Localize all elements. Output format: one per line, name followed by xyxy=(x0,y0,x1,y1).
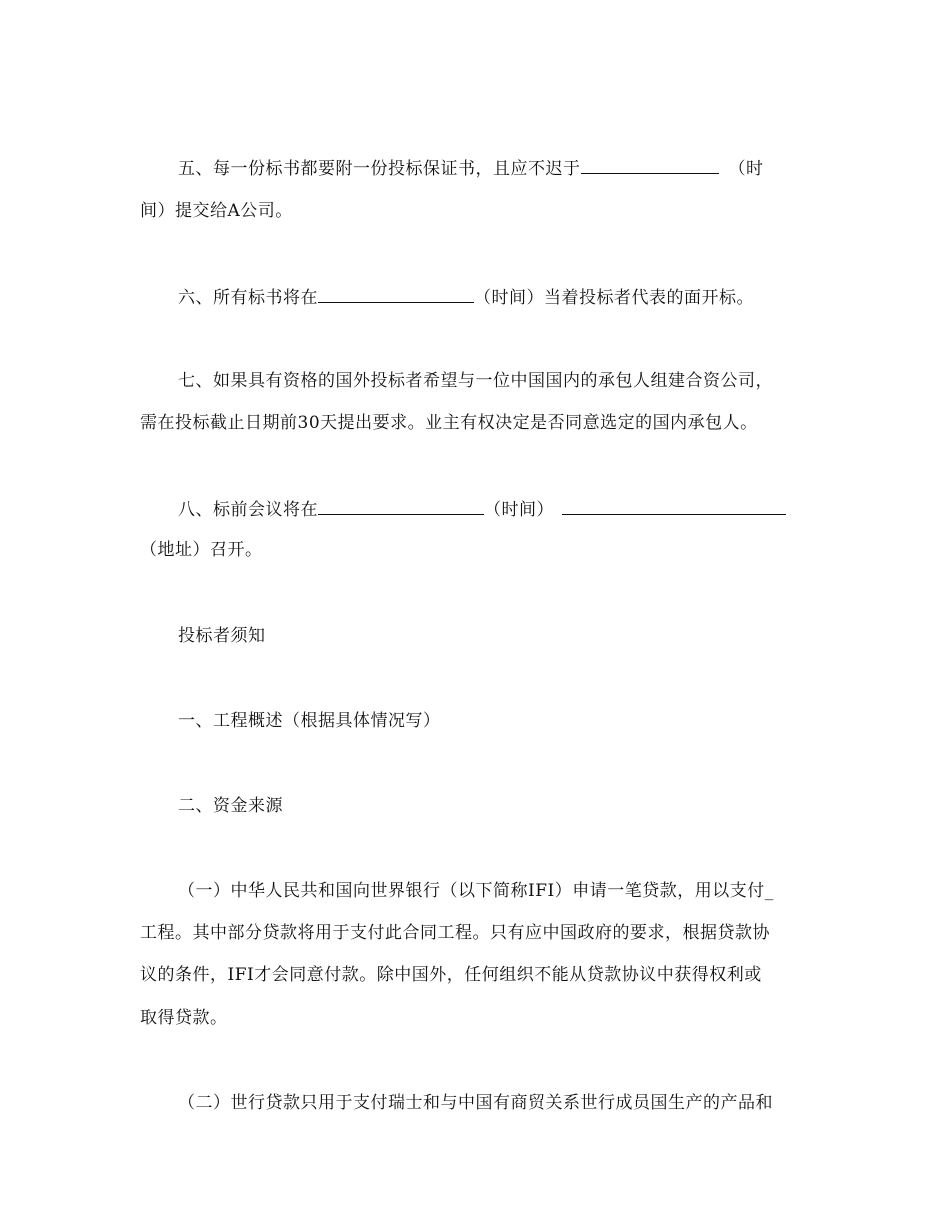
section-5-text: 五、每一份标书都要附一份投标保证书，且应不迟于 xyxy=(178,159,581,179)
paragraph-1-line-4: 取得贷款。 xyxy=(140,1008,228,1028)
section-7-line-2: 需在投标截止日期前30天提出要求。业主有权决定是否同意选定的国内承包人。 xyxy=(140,413,758,433)
section-8-text-middle: （时间） xyxy=(484,500,554,520)
section-8-line-2: （地址）召开。 xyxy=(140,540,263,560)
time-blank xyxy=(581,155,719,174)
section-5-line-1 xyxy=(178,155,764,181)
paragraph-2-line-1: （二）世行贷款只用于支付瑞士和与中国有商贸关系世行成员国生产的产品和 xyxy=(178,1093,773,1113)
section-8-line-1 xyxy=(178,496,786,522)
address-blank xyxy=(562,496,786,515)
section-heading: 投标者须知 xyxy=(178,626,266,646)
section-5-text-after: （时 xyxy=(728,159,764,179)
section-6-line xyxy=(178,284,754,310)
item-1: 一、工程概述（根据具体情况写） xyxy=(178,711,441,731)
section-6-text-after: （时间）当着投标者代表的面开标。 xyxy=(474,288,754,308)
item-2: 二、资金来源 xyxy=(178,796,283,816)
paragraph-1-line-2: 工程。其中部分贷款将用于支付此合同工程。只有应中国政府的要求，根据贷款协 xyxy=(140,923,770,943)
time-blank xyxy=(318,284,474,303)
paragraph-1-line-3: 议的条件，IFI才会同意付款。除中国外，任何组织不能从贷款协议中获得权利或 xyxy=(140,965,762,985)
section-7-line-1: 七、如果具有资格的国外投标者希望与一位中国国内的承包人组建合资公司， xyxy=(178,371,773,391)
paragraph-1-line-1: （一）中华人民共和国向世界银行（以下简称IFI）申请一笔贷款，用以支付_ xyxy=(178,881,774,901)
section-8-text: 八、标前会议将在 xyxy=(178,500,318,520)
section-6-text: 六、所有标书将在 xyxy=(178,288,318,308)
time-blank xyxy=(318,496,484,515)
section-5-line-2: 间）提交给A公司。 xyxy=(140,201,293,221)
